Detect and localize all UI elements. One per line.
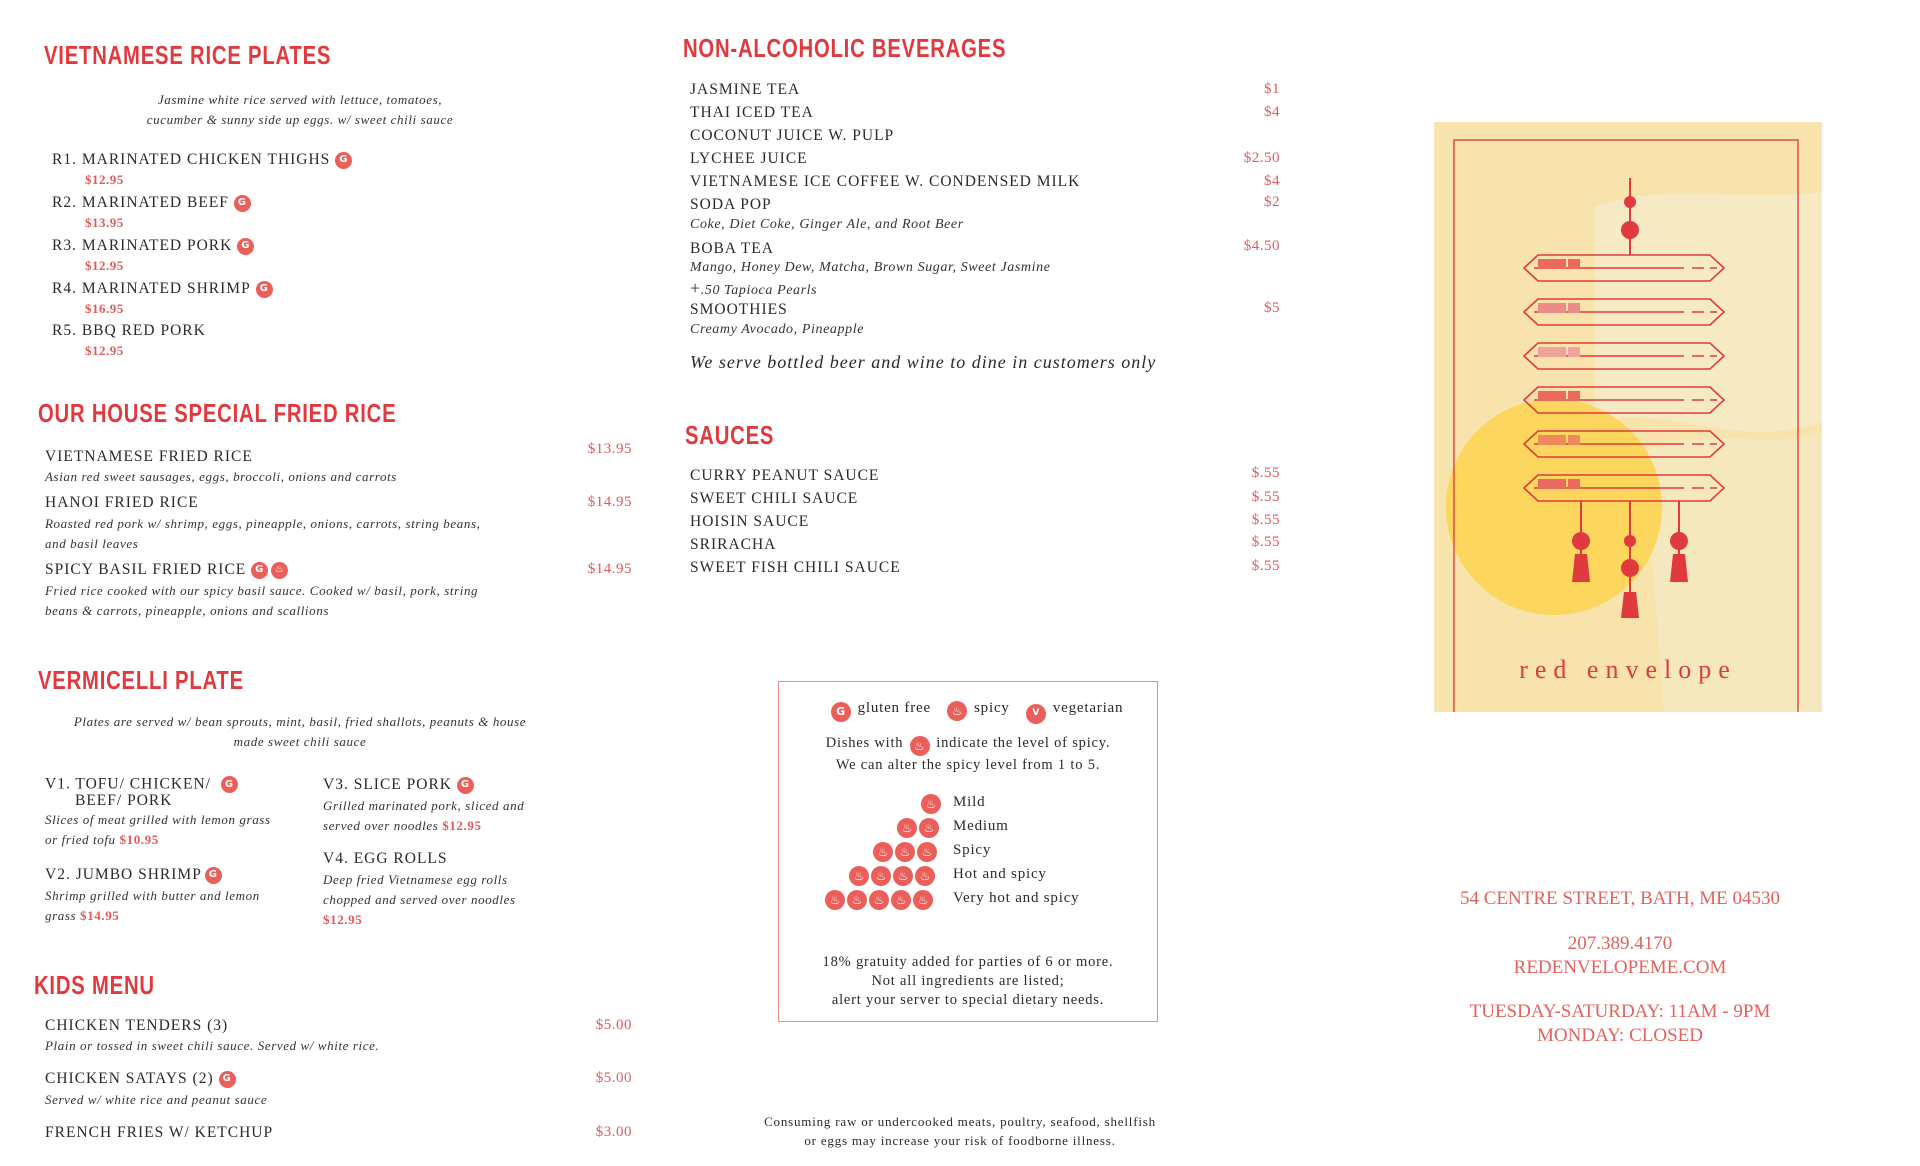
menu-item-spicy-basil-fried-rice: SPICY BASIL FRIED RICEG♨ <box>45 561 288 579</box>
spice-level-very-hot-icons <box>825 888 935 910</box>
beverage-price: $2 <box>1264 194 1280 210</box>
beverage-item: THAI ICED TEA <box>690 104 814 121</box>
beverage-item: COCONUT JUICE W. PULP <box>690 127 895 144</box>
menu-item-r2: R2. MARINATED BEEFG <box>52 194 251 212</box>
plus-sign: + <box>690 278 701 298</box>
beverage-price: $4 <box>1264 173 1280 189</box>
price-v1: $10.95 <box>119 832 159 847</box>
spicy-icon <box>917 842 937 862</box>
spicy-icon <box>913 890 933 910</box>
spicy-icon <box>897 818 917 838</box>
beverage-item: BOBA TEA <box>690 240 774 257</box>
beverage-item: SMOOTHIES <box>690 301 788 318</box>
sauce-price: $.55 <box>1251 465 1280 481</box>
sauce-price: $.55 <box>1251 558 1280 574</box>
desc-v3: Grilled marinated pork, sliced and served over noodles $12.95 <box>323 798 525 833</box>
price-v4: $12.95 <box>323 912 363 927</box>
price-v2: $14.95 <box>80 908 120 923</box>
menu-item-french-fries: FRENCH FRIES W/ KETCHUP <box>45 1124 274 1141</box>
menu-item-r1: R1. MARINATED CHICKEN THIGHSG <box>52 151 352 169</box>
beverage-item: JASMINE TEA <box>690 81 801 98</box>
menu-item-v1: V1. TOFU/ CHICKEN/G BEEF/ PORK <box>45 776 238 809</box>
menu-item-r5: R5. BBQ RED PORK <box>52 322 206 339</box>
sauce-item: SRIRACHA <box>690 536 777 553</box>
sauce-price: $.55 <box>1251 512 1280 528</box>
beverage-desc: Mango, Honey Dew, Matcha, Brown Sugar, Sweet Jasmine +.50 Tapioca Pearls <box>690 260 1051 298</box>
sauce-price: $.55 <box>1251 534 1280 550</box>
website: REDENVELOPEME.COM <box>1513 957 1727 978</box>
gluten-free-icon <box>831 702 851 722</box>
menu-item-v3: V3. SLICE PORKG <box>323 776 474 794</box>
menu-item-v4: V4. EGG ROLLS <box>323 850 448 867</box>
sauce-item: SWEET FISH CHILI SAUCE <box>690 559 901 576</box>
gluten-free-icon <box>237 238 254 255</box>
menu-item-vietnamese-fried-rice: VIETNAMESE FRIED RICE <box>45 448 253 465</box>
lantern-bead <box>1624 196 1636 208</box>
lantern-illustration <box>1434 122 1822 712</box>
desc-hanoi-fried-rice: Roasted red pork w/ shrimp, eggs, pineapple, onions, carrots, string beans, and basil leaves <box>45 516 481 551</box>
lantern-bead <box>1621 221 1639 239</box>
menu-item-r3: R3. MARINATED PORKG <box>52 237 254 255</box>
price-chicken-satays: $5.00 <box>595 1070 632 1086</box>
spicy-icon <box>915 866 935 886</box>
sauce-item: SWEET CHILI SAUCE <box>690 490 859 507</box>
gluten-free-icon <box>256 281 273 298</box>
price-v3: $12.95 <box>442 818 482 833</box>
gluten-free-icon <box>251 562 268 579</box>
gluten-free-icon <box>234 195 251 212</box>
gluten-free-icon <box>219 1071 236 1088</box>
beverage-price: $4.50 <box>1243 238 1280 254</box>
beverage-desc: Creamy Avocado, Pineapple <box>690 322 865 337</box>
spicy-icon <box>947 701 967 721</box>
price-vietnamese-fried-rice: $13.95 <box>587 441 632 457</box>
beverage-item: SODA POP <box>690 196 772 213</box>
brand-name: red envelope <box>1519 655 1737 684</box>
spicy-icon <box>849 866 869 886</box>
spicy-icon <box>921 794 941 814</box>
spice-level-spicy: Spicy <box>953 842 992 858</box>
gluten-free-icon <box>221 776 238 793</box>
address: 54 CENTRE STREET, BATH, ME 04530 <box>1459 888 1780 909</box>
spice-level-medium-icons <box>897 816 941 838</box>
spicy-icon <box>893 866 913 886</box>
spicy-icon <box>873 842 893 862</box>
section-title-rice-plates: VIETNAMESE RICE PLATES <box>44 40 332 70</box>
spicy-icon <box>910 736 930 756</box>
spicy-icon <box>825 890 845 910</box>
sauce-item: HOISIN SAUCE <box>690 513 810 530</box>
beverage-price: $5 <box>1264 300 1280 316</box>
spicy-icon <box>869 890 889 910</box>
desc-chicken-satays: Served w/ white rice and peanut sauce <box>45 1092 268 1107</box>
menu-item-r4: R4. MARINATED SHRIMPG <box>52 280 273 298</box>
spice-level-hot-icons <box>849 864 937 886</box>
desc-v1: Slices of meat grilled with lemon grass or fried tofu $10.95 <box>45 812 271 847</box>
section-title-sauces: SAUCES <box>685 420 775 450</box>
price-r4: $16.95 <box>85 301 124 316</box>
beverage-price: $4 <box>1264 104 1280 120</box>
desc-v4: Deep fried Vietnamese egg rolls chopped and served over noodles $12.95 <box>323 870 563 930</box>
section-title-vermicelli: VERMICELLI PLATE <box>38 665 244 695</box>
price-r1: $12.95 <box>85 172 124 187</box>
beverage-item: LYCHEE JUICE <box>690 150 808 167</box>
spice-level-hot: Hot and spicy <box>953 866 1047 882</box>
spicy-explanation: Dishes with ♨ indicate the level of spicy. We can alter the spicy level from 1 to 5. <box>779 734 1157 775</box>
spicy-icon <box>919 818 939 838</box>
price-hanoi-fried-rice: $14.95 <box>587 494 632 510</box>
spicy-icon <box>895 842 915 862</box>
beverage-desc: Coke, Diet Coke, Ginger Ale, and Root Beer <box>690 217 964 232</box>
spice-level-mild: Mild <box>953 794 986 810</box>
vermicelli-intro: Plates are served w/ bean sprouts, mint, basil, fried shallots, peanuts & house made sweet chili sauce <box>73 714 527 749</box>
closed-days: MONDAY: CLOSED <box>1537 1025 1703 1046</box>
desc-spicy-basil-fried-rice: Fried rice cooked with our spicy basil sauce. Cooked w/ basil, pork, string beans & carrots, pineapple, onions and scallions <box>45 583 479 618</box>
menu-item-v2: V2. JUMBO SHRIMPG <box>45 866 222 884</box>
phone-number: 207.389.4170 <box>1567 933 1673 954</box>
section-title-fried-rice: OUR HOUSE SPECIAL FRIED RICE <box>38 398 397 428</box>
gluten-free-icon <box>335 152 352 169</box>
spicy-icon <box>847 890 867 910</box>
gluten-free-icon <box>205 867 222 884</box>
beer-wine-note: We serve bottled beer and wine to dine in customers only <box>690 352 1157 372</box>
desc-chicken-tenders: Plain or tossed in sweet chili sauce. Served w/ white rice. <box>45 1038 380 1053</box>
dietary-legend <box>778 681 1158 1022</box>
section-title-beverages: NON-ALCOHOLIC BEVERAGES <box>683 33 1007 63</box>
sauce-item: CURRY PEANUT SAUCE <box>690 467 880 484</box>
price-spicy-basil-fried-rice: $14.95 <box>587 561 632 577</box>
menu-item-chicken-satays: CHICKEN SATAYS (2)G <box>45 1070 236 1088</box>
price-r3: $12.95 <box>85 258 124 273</box>
red-envelope-poster <box>1434 122 1822 712</box>
beverage-price: $1 <box>1264 81 1280 97</box>
beverage-price: $2.50 <box>1243 150 1280 166</box>
spice-level-mild-icons <box>921 792 943 814</box>
sauce-price: $.55 <box>1251 489 1280 505</box>
spicy-icon <box>871 866 891 886</box>
price-chicken-tenders: $5.00 <box>595 1017 632 1033</box>
desc-vietnamese-fried-rice: Asian red sweet sausages, eggs, broccoli, onions and carrots <box>45 469 397 484</box>
rice-plates-intro: Jasmine white rice served with lettuce, tomatoes, cucumber & sunny side up eggs. w/ sweet chili sauce <box>146 92 454 127</box>
food-safety-warning: Consuming raw or undercooked meats, poultry, seafood, shellfish or eggs may increase your risk of foodborne illness. <box>764 1114 1156 1148</box>
desc-v2: Shrimp grilled with butter and lemon grass $14.95 <box>45 888 260 923</box>
spice-level-spicy-icons <box>873 840 939 862</box>
menu-item-chicken-tenders: CHICKEN TENDERS (3) <box>45 1017 229 1034</box>
opening-hours: TUESDAY-SATURDAY: 11AM - 9PM <box>1469 1001 1771 1022</box>
spice-level-very-hot: Very hot and spicy <box>953 890 1080 906</box>
price-r2: $13.95 <box>85 215 124 230</box>
price-french-fries: $3.00 <box>595 1124 632 1140</box>
gratuity-notice: 18% gratuity added for parties of 6 or more. Not all ingredients are listed; alert your server to special dietary needs. <box>822 954 1114 1008</box>
gluten-free-icon <box>457 777 474 794</box>
vegetarian-icon <box>1026 704 1046 724</box>
legend-key-row: G gluten free ♨ spicy V vegetarian <box>831 700 1123 724</box>
spice-level-medium: Medium <box>953 818 1009 834</box>
spicy-icon <box>891 890 911 910</box>
price-r5: $12.95 <box>85 343 124 358</box>
beverage-item: VIETNAMESE ICE COFFEE W. CONDENSED MILK <box>690 173 1081 190</box>
section-title-kids-menu: KIDS MENU <box>34 970 155 1000</box>
spicy-icon <box>271 562 288 579</box>
menu-item-hanoi-fried-rice: HANOI FRIED RICE <box>45 494 199 511</box>
